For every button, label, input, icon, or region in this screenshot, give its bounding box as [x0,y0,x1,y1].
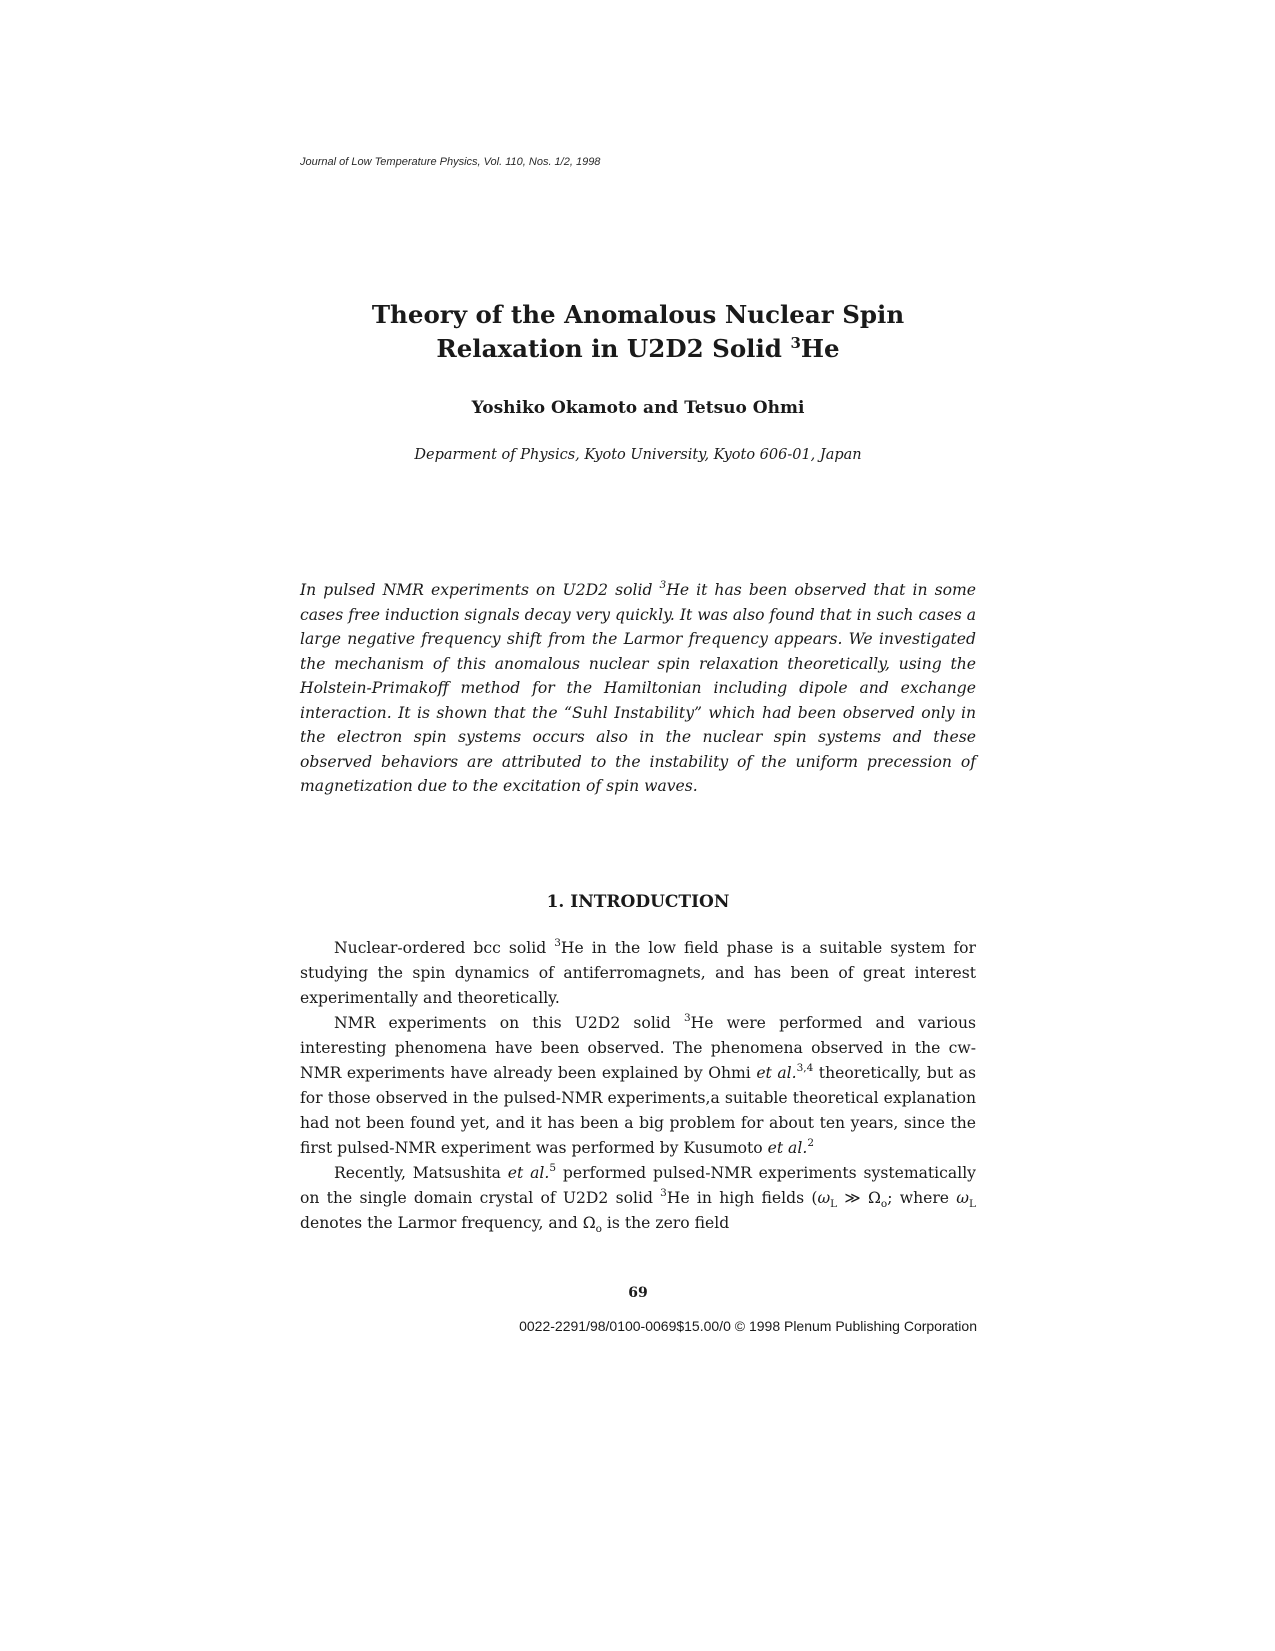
p2-text-a: NMR experiments on this U2D2 solid [334,1014,684,1032]
p2-superscript: 3 [683,1012,691,1024]
copyright-line: 0022-2291/98/0100-0069$15.00/0 © 1998 Plenum Publishing Corporation [519,1318,977,1334]
p3-text-c: He in high fields ( [666,1189,818,1207]
p3-superscript: 3 [660,1187,667,1199]
p3-text-e: denotes the Larmor frequency, and [300,1214,583,1232]
body-text [300,936,976,1236]
p1-text-a: Nuclear-ordered bcc solid [334,939,555,957]
abstract-text-1: In pulsed NMR experiments on U2D2 solid [300,581,660,599]
p1-text-b: He in the low field phase is a suitable system for studying the spin dynamics of antiferromagnets, and has been of great interest experimentally and theoretically. [300,939,976,1007]
p3-text-a: Recently, Matsushita [334,1164,508,1182]
p3-omega-2: ω [956,1189,969,1207]
p3-etal: et al. [507,1164,550,1182]
p3-omega-1: ω [817,1189,831,1207]
paper-title [300,298,976,366]
p3-text-b: performed pulsed-NMR experiments systematically on the single domain crystal of U2D2 solid [300,1164,976,1207]
affiliation: Deparment of Physics, Kyoto University, Kyoto 606-01, Japan [414,447,862,463]
title-superscript: 3 [790,334,801,352]
title-line-2-suffix: He [800,334,840,363]
section-heading: 1. INTRODUCTION [546,892,730,912]
p2-text-c: theoretically, but as for those observed in the pulsed-NMR experiments,a suitable theoretical explanation had not been found yet, and it has been a big problem for about ten years, since the first pulsed-NMR experiment was performed by Kusumoto [300,1064,976,1157]
p3-omega-cap-2: Ω [582,1214,596,1232]
p3-sub-l-1: L [830,1198,838,1211]
p3-omega-cap-1: Ω [867,1189,881,1207]
p3-sub-o-1: o [880,1198,888,1211]
authors: Yoshiko Okamoto and Tetsuo Ohmi [471,398,805,418]
abstract-text-2: He it has been observed that in some cases free induction signals decay very quickly. It was also found that in such cases a large negative frequency shift from the Larmor frequency appears. We investigated the mechanism of this anomalous nuclear spin relaxation theoretically, using the Holstein-Primakoff method for the Hamiltonian including dipole and exchange interaction. It is shown that the “Suhl Instability” which had been observed only in the electron spin systems occurs also in the nuclear spin systems and these observed behaviors are attributed to the instability of the uniform precession of magnetization due to the excitation of spin waves. [300,581,976,795]
p2-citation-2: 2 [807,1137,814,1149]
page-number: 69 [628,1285,648,1301]
title-line-2-text: Relaxation in U2D2 Solid [436,334,791,363]
paragraph-2 [300,1011,976,1161]
title-line-2 [300,332,976,366]
p2-etal-2: et al. [767,1139,808,1157]
abstract-superscript: 3 [659,579,667,591]
paragraph-1 [300,936,976,1011]
title-line-1: Theory of the Anomalous Nuclear Spin [371,300,905,329]
p2-citation-1: 3,4 [796,1062,814,1074]
journal-header: Journal of Low Temperature Physics, Vol. 110, Nos. 1/2, 1998 [300,156,601,168]
p3-sub-l-2: L [968,1198,976,1211]
p2-etal-1: et al. [756,1064,797,1082]
p3-text-f: is the zero field [601,1214,730,1232]
paragraph-3 [300,1161,976,1236]
p3-gg: ≫ [837,1189,868,1207]
p3-citation: 5 [549,1162,557,1174]
p2-text-b: He were performed and various interesting phenomena have been observed. The phenomena observed in the cw-NMR experiments have already been explained by Ohmi [300,1014,976,1082]
p3-sub-o-2: o [595,1223,602,1236]
abstract [300,578,976,799]
p3-text-d: ; where [887,1189,957,1207]
p1-superscript: 3 [554,937,561,949]
